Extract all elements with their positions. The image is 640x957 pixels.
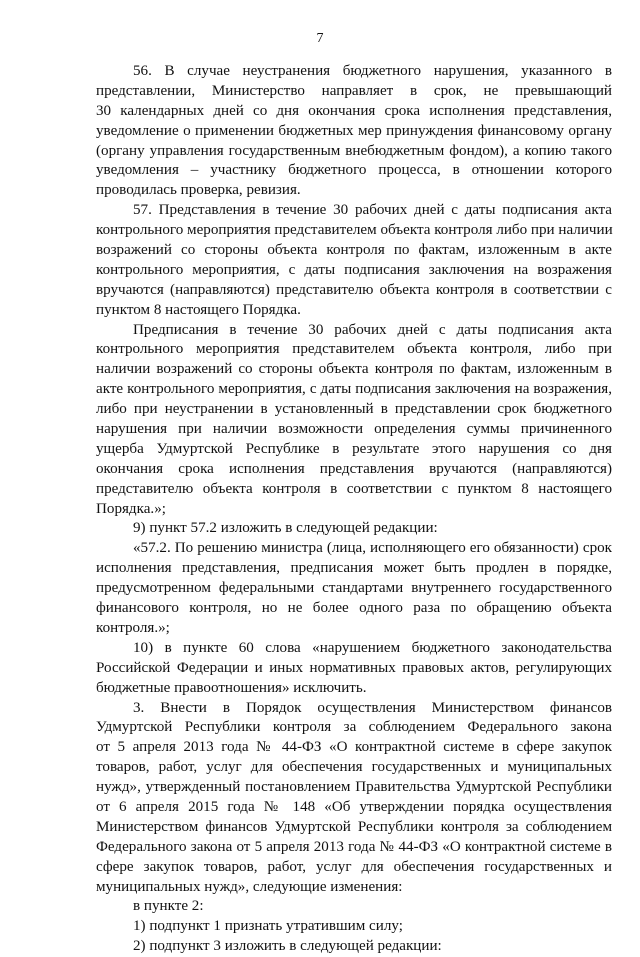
paragraph-p56 [96,62,612,201]
text-line: контроля.»; [96,619,170,636]
paragraph-p10 [96,639,612,699]
text-line: Министерством финансов Удмуртской Республики контроля за соблюдением [96,818,612,835]
text-line: исполнения представления, предписания может быть продлен в порядке, [96,560,612,577]
text-line: 10) в пункте 60 слова «нарушением бюджетного законодательства [133,639,612,656]
text-line: 57. Представления в течение 30 рабочих дней с даты подписания акта [133,202,612,219]
paragraph-p57b [96,321,612,520]
text-line: бюджетные правоотношения» исключить. [96,679,367,696]
text-line: Российской Федерации и иных нормативных правовых актов, регулирующих [96,659,612,676]
text-line: 3. Внести в Порядок осуществления Министерством финансов [133,699,612,716]
text-line: либо при неустранении в установленный в представлении срок бюджетного [96,401,612,418]
paragraph-p57 [96,201,612,320]
text-line: акте контрольного мероприятия, с даты подписания заключения на возражения, [96,381,612,398]
text-line: (органу управления государственным внебюджетным фондом), а копию такого [96,142,612,159]
text-line: контрольного мероприятия, с даты подписания заключения на возражения [96,261,612,278]
text-line: Федерального закона от 5 апреля 2013 года № 44-ФЗ «О контрактной системе в [96,838,612,855]
text-line: окончания срока исполнения представления вручаются (направляются) [96,460,612,477]
text-line: представлении, Министерство направляет в срок, не превышающий [96,82,612,99]
text-line: Предписания в течение 30 рабочих дней с даты подписания акта [133,321,612,338]
paragraph-p2-2 [96,937,612,957]
text-line: 30 календарных дней со дня окончания срока исполнения представления, [96,102,612,119]
text-line: товаров, работ, услуг для обеспечения государственных и муниципальных [96,759,612,776]
text-line: «57.2. По решению министра (лица, исполняющего его обязанности) срок [133,540,612,557]
text-line: Удмуртской Республики контроля за соблюдением Федерального закона [96,719,612,736]
text-line: нужд», утвержденный постановлением Правительства Удмуртской Республики [96,779,612,796]
text-line: наличии возражений со стороны объекта контроля по фактам, изложенным в [96,361,612,378]
text-line: 56. В случае неустранения бюджетного нарушения, указанного в [133,63,612,79]
paragraph-p572 [96,539,612,638]
text-line: Порядка.»; [96,500,166,517]
text-line: ущерба Удмуртской Республике в результате этого нарушения со дня [96,440,612,457]
text-line: пунктом 8 настоящего Порядка. [96,301,301,318]
text-line: контрольного мероприятия представителем объекта контроля, либо при [96,341,612,358]
paragraph-p2 [96,897,612,917]
page-number: 7 [316,31,324,46]
paragraph-p2-1 [96,917,612,937]
paragraph-p9 [96,519,612,539]
text-line: от 5 апреля 2013 года № 44-ФЗ «О контрактной системе в сфере закупок [96,739,612,756]
text-line: контрольного мероприятия представителем объекта контроля либо при наличии [96,222,613,239]
text-line: 2) подпункт 3 изложить в следующей редакции: [133,938,442,955]
paragraph-p3 [96,699,612,898]
text-line: проводилась проверка, ревизия. [96,182,301,199]
text-line: 1) подпункт 1 признать утратившим силу; [133,918,403,935]
text-line: 9) пункт 57.2 изложить в следующей редакции: [133,520,438,537]
text-line: предусмотренном федеральными стандартами внутреннего государственного [96,580,612,597]
document-body [96,62,612,957]
text-line: уведомления – участнику бюджетного процесса, в отношении которого [96,162,612,179]
text-line: нарушения при наличии возможности определения суммы причиненного [96,421,612,438]
text-line: представителю объекта контроля в соответствии с пунктом 8 настоящего [96,480,612,497]
text-line: сфере закупок товаров, работ, услуг для обеспечения государственных и [96,858,612,875]
text-line: муниципальных нужд», следующие изменения: [96,878,403,895]
text-line: финансового контроля, но не более одного раза по обращению объекта [96,600,612,617]
text-line: в пункте 2: [133,898,204,915]
text-line: вручаются (направляются) представителю объекта контроля в соответствии с [96,281,612,298]
text-line: уведомление о применении бюджетных мер принуждения финансовому органу [96,122,612,139]
text-line: возражений со стороны объекта контроля по фактам, изложенным в акте [96,242,612,259]
text-line: от 6 апреля 2015 года № 148 «Об утверждении порядка осуществления [96,798,612,815]
